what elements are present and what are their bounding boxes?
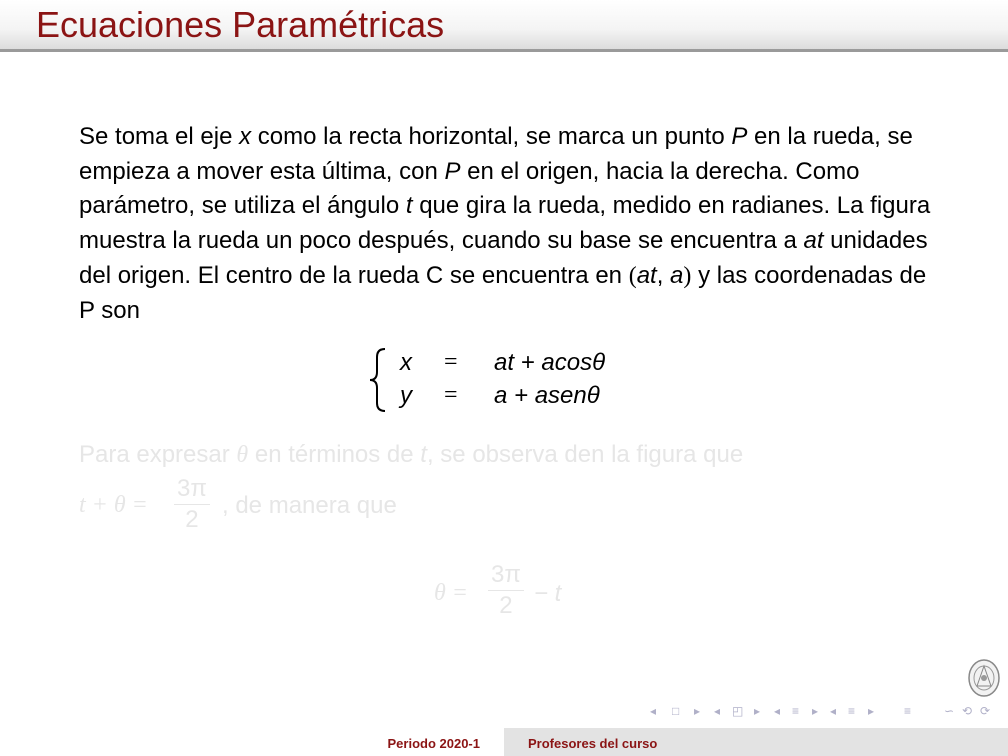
text-run: y las coordenadas de P son [79, 261, 927, 324]
nav-doc-icon[interactable]: ≡ [848, 704, 856, 718]
fraction-numerator: 3π [174, 474, 210, 505]
text-run: unidades del origen. El centro de la rueda C se encuentra en [79, 227, 928, 289]
left-brace-icon [368, 347, 388, 413]
text-run: en términos de [248, 441, 421, 468]
nav-appendix-icon[interactable]: ≡ [904, 704, 912, 718]
equation-rhs: − t [534, 580, 562, 607]
paragraph-1 [79, 120, 939, 328]
text-run: Para expresar [79, 441, 237, 468]
nav-arrow-right-icon[interactable]: ▸ [812, 704, 819, 718]
nav-search-icon[interactable]: ∽ [944, 704, 955, 718]
fraction-numerator: 3π [488, 560, 524, 591]
slide-title: Ecuaciones Paramétricas [36, 4, 445, 45]
footer-left [0, 728, 504, 756]
text-run: en el origen, hacia la derecha. Como parámetro, se utiliza el ángulo [79, 157, 860, 220]
equation-lhs: y [400, 382, 412, 409]
nav-arrow-left-icon[interactable]: ◂ [650, 704, 657, 718]
nav-frame-icon[interactable]: □ [672, 704, 680, 718]
math-at: at [803, 227, 824, 255]
nav-subsection-icon[interactable]: ◰ [732, 704, 744, 718]
paren: ( [628, 262, 637, 289]
paragraph-2 [79, 441, 743, 469]
text-run: como la recta horizontal, se marca un punto [251, 123, 732, 150]
nav-arrow-left-icon[interactable]: ◂ [830, 704, 837, 718]
fraction [488, 560, 524, 621]
slide-footer [0, 728, 1008, 756]
math-theta: θ [236, 442, 249, 468]
equation-rhs: a + asenθ [494, 382, 600, 409]
equation-system [368, 347, 668, 413]
math-x: x [239, 123, 252, 150]
footer-professors: Profesores del curso [528, 736, 658, 751]
nav-section-icon[interactable]: ≡ [792, 704, 800, 718]
comma: , [656, 261, 671, 289]
fraction-denominator: 2 [185, 506, 199, 533]
nav-arrow-left-icon[interactable]: ◂ [774, 704, 781, 718]
paren: ) [683, 262, 692, 289]
text-run: que gira la rueda, medido en radianes. La figura muestra la rueda un poco después, cuando su base se encuentra a [79, 192, 931, 255]
nav-arrow-right-icon[interactable]: ▸ [754, 704, 761, 718]
display-equation [434, 558, 634, 628]
nav-arrow-right-icon[interactable]: ▸ [868, 704, 875, 718]
equals-sign: = [444, 349, 458, 375]
math-P: P [444, 157, 461, 185]
slide-header [0, 0, 1008, 52]
nav-forward-icon[interactable]: ⟳ [980, 704, 991, 718]
equation-lhs: t + θ = [79, 492, 148, 518]
university-seal-icon [967, 658, 1001, 702]
footer-right [504, 728, 1008, 756]
math-a: a [670, 261, 684, 289]
footer-period: Periodo 2020-1 [387, 736, 480, 751]
equals-sign: = [444, 382, 458, 408]
math-P: P [731, 123, 748, 150]
math-t: t [405, 192, 413, 220]
text-run: , se observa den la figura que [426, 441, 744, 468]
beamer-navigation-bar [650, 704, 1000, 724]
equation-rhs: at + acosθ [494, 349, 606, 376]
equation-lhs: x [400, 349, 412, 376]
nav-back-icon[interactable]: ⟲ [962, 704, 973, 718]
text-run: en la rueda, se empieza a mover esta última, con [79, 123, 913, 185]
math-t: t [420, 441, 427, 468]
paragraph-2-equation [79, 474, 479, 544]
text-run: , de manera que [222, 492, 397, 519]
text-run: Se toma el eje [79, 123, 240, 150]
fraction-denominator: 2 [499, 592, 513, 619]
math-at: at [636, 261, 657, 289]
nav-arrow-right-icon[interactable]: ▸ [694, 704, 701, 718]
fraction [174, 474, 210, 535]
equation-lhs: θ = [434, 580, 468, 606]
nav-arrow-left-icon[interactable]: ◂ [714, 704, 721, 718]
